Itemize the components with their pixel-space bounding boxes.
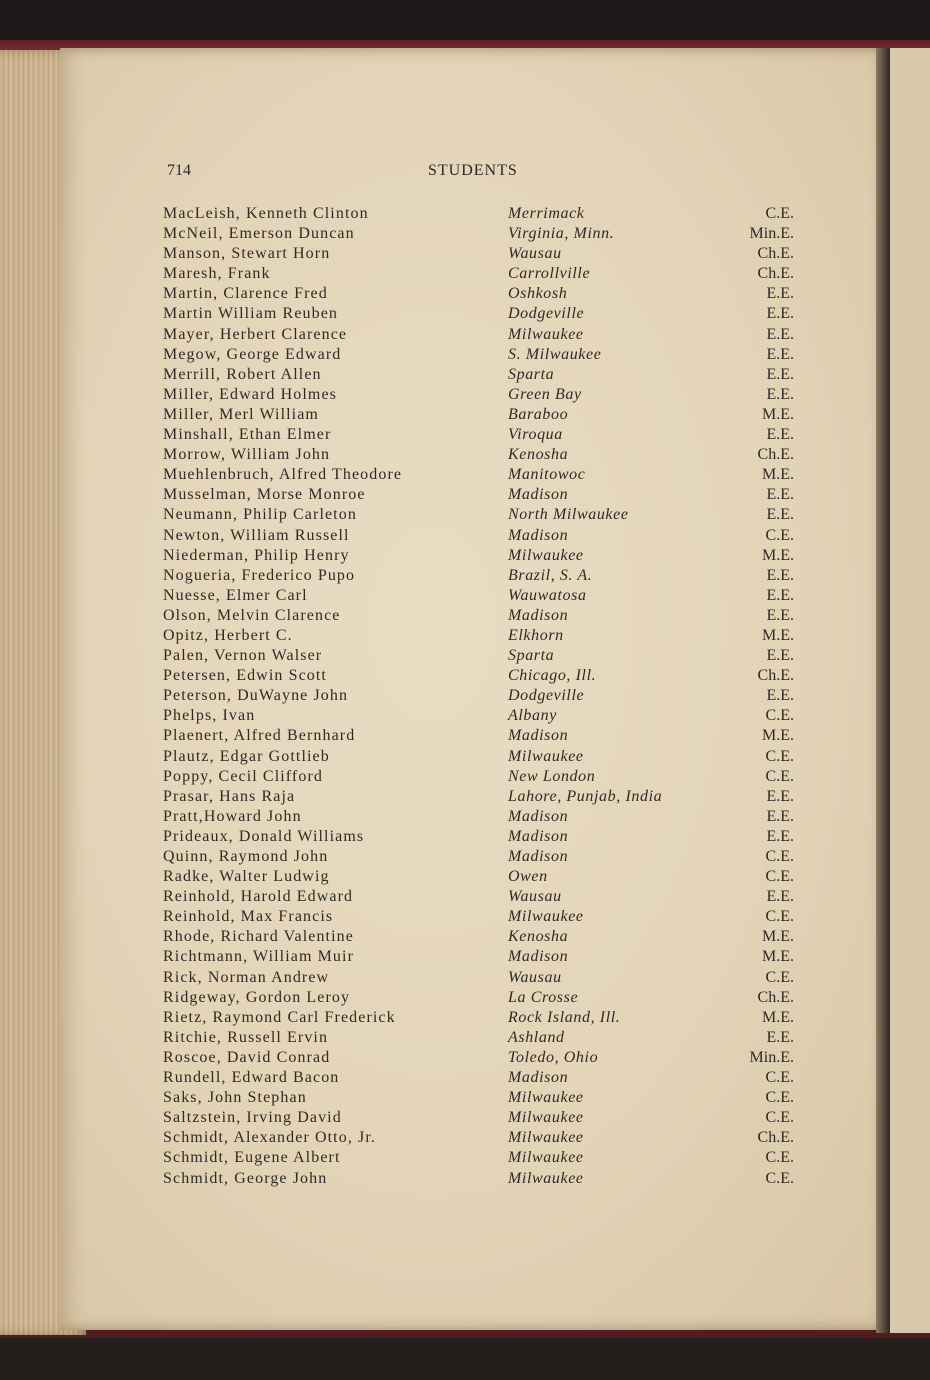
student-hometown: Chicago, Ill. <box>508 667 597 685</box>
student-row <box>0 1129 930 1149</box>
student-course: Ch.E. <box>757 1129 794 1147</box>
student-course: Min.E. <box>749 225 794 243</box>
student-course: Ch.E. <box>757 667 794 685</box>
student-hometown: Madison <box>508 1069 569 1087</box>
student-name: Musselman, Morse Monroe <box>163 486 366 504</box>
student-row <box>0 1109 930 1129</box>
student-row <box>0 828 930 848</box>
student-name: Prideaux, Donald Williams <box>163 827 365 845</box>
student-hometown: Merrimack <box>508 205 585 222</box>
student-row <box>0 506 930 526</box>
student-row <box>0 808 930 828</box>
student-hometown: Madison <box>508 727 569 745</box>
student-row <box>0 346 930 366</box>
student-course: E.E. <box>766 385 794 403</box>
student-course: E.E. <box>766 285 794 303</box>
student-name: Maresh, Frank <box>163 265 271 283</box>
student-list <box>0 205 930 1190</box>
student-course: Ch.E. <box>757 265 794 283</box>
student-row <box>0 707 930 727</box>
student-course: E.E. <box>766 647 794 665</box>
student-course: C.E. <box>765 848 794 865</box>
student-hometown: Lahore, Punjab, India <box>508 787 663 805</box>
student-row <box>0 667 930 687</box>
student-name: Niederman, Philip Henry <box>163 546 350 564</box>
student-row <box>0 486 930 506</box>
student-name: Saks, John Stephan <box>163 1089 307 1107</box>
student-course: E.E. <box>766 426 794 444</box>
student-name: Manson, Stewart Horn <box>163 245 331 263</box>
student-hometown: Milwaukee <box>508 325 584 343</box>
student-course: M.E. <box>762 948 794 966</box>
student-course: Min.E. <box>749 1048 794 1066</box>
student-name: Mayer, Herbert Clarence <box>163 325 348 343</box>
student-course: M.E. <box>762 405 794 423</box>
student-name: Ridgeway, Gordon Leroy <box>163 988 351 1006</box>
student-hometown: Madison <box>508 948 569 966</box>
student-hometown: Milwaukee <box>508 1149 584 1167</box>
student-row <box>0 305 930 325</box>
student-name: Reinhold, Max Francis <box>163 908 334 926</box>
student-course: C.E. <box>765 868 794 886</box>
student-name: Rhode, Richard Valentine <box>163 928 354 946</box>
student-hometown: Baraboo <box>508 405 569 423</box>
student-hometown: Kenosha <box>508 928 569 946</box>
student-name: Pratt,Howard John <box>163 807 302 825</box>
student-row <box>0 1149 930 1169</box>
student-name: Nogueria, Frederico Pupo <box>163 566 356 584</box>
student-hometown: Sparta <box>508 647 555 665</box>
student-name: Plautz, Edgar Gottlieb <box>163 747 330 765</box>
student-name: Newton, William Russell <box>163 526 350 544</box>
student-hometown: Green Bay <box>508 385 582 403</box>
student-hometown: Milwaukee <box>508 546 584 564</box>
student-hometown: Kenosha <box>508 446 569 464</box>
student-course: Ch.E. <box>757 446 794 464</box>
student-course: E.E. <box>766 506 794 524</box>
student-course: C.E. <box>765 1109 794 1127</box>
student-name: Neumann, Philip Carleton <box>163 506 357 524</box>
student-name: Martin, Clarence Fred <box>163 285 328 303</box>
student-row <box>0 567 930 587</box>
student-row <box>0 908 930 928</box>
student-name: Nuesse, Elmer Carl <box>163 586 308 604</box>
student-row <box>0 1049 930 1069</box>
student-row <box>0 1069 930 1089</box>
student-row <box>0 768 930 788</box>
student-hometown: Albany <box>508 707 557 725</box>
student-hometown: Toledo, Ohio <box>508 1048 599 1066</box>
student-row <box>0 748 930 768</box>
student-name: Schmidt, Alexander Otto, Jr. <box>163 1129 377 1147</box>
student-course: E.E. <box>766 787 794 805</box>
student-hometown: Oshkosh <box>508 285 568 303</box>
student-name: Reinhold, Harold Edward <box>163 888 354 906</box>
student-course: E.E. <box>766 1028 794 1046</box>
student-name: Ritchie, Russell Ervin <box>163 1028 329 1046</box>
student-row <box>0 386 930 406</box>
student-name: Muehlenbruch, Alfred Theodore <box>163 466 403 484</box>
student-row <box>0 1009 930 1029</box>
student-course: E.E. <box>766 687 794 705</box>
student-name: McNeil, Emerson Duncan <box>163 225 355 243</box>
student-course: C.E. <box>765 968 794 986</box>
student-row <box>0 868 930 888</box>
student-row <box>0 265 930 285</box>
student-row <box>0 788 930 808</box>
student-course: M.E. <box>762 466 794 484</box>
student-name: Phelps, Ivan <box>163 707 256 725</box>
student-row <box>0 928 930 948</box>
student-course: C.E. <box>765 908 794 926</box>
student-name: MacLeish, Kenneth Clinton <box>163 205 369 222</box>
student-course: M.E. <box>762 1008 794 1026</box>
student-row <box>0 245 930 265</box>
student-course: E.E. <box>766 365 794 383</box>
student-hometown: North Milwaukee <box>508 506 629 524</box>
student-name: Radke, Walter Ludwig <box>163 868 330 886</box>
student-row <box>0 426 930 446</box>
student-name: Richtmann, William Muir <box>163 948 355 966</box>
student-hometown: Milwaukee <box>508 908 584 926</box>
student-hometown: Virginia, Minn. <box>508 225 615 243</box>
student-hometown: Ashland <box>508 1028 565 1046</box>
student-name: Schmidt, George John <box>163 1169 328 1187</box>
student-name: Opitz, Herbert C. <box>163 626 293 644</box>
student-course: Ch.E. <box>757 245 794 263</box>
student-row <box>0 527 930 547</box>
student-row <box>0 687 930 707</box>
student-row <box>0 888 930 908</box>
student-name: Olson, Melvin Clarence <box>163 606 341 624</box>
student-name: Miller, Edward Holmes <box>163 385 337 403</box>
student-name: Plaenert, Alfred Bernhard <box>163 727 356 745</box>
student-hometown: Wauwatosa <box>508 586 587 604</box>
student-row <box>0 647 930 667</box>
student-course: C.E. <box>765 205 794 222</box>
student-course: E.E. <box>766 305 794 323</box>
student-course: E.E. <box>766 827 794 845</box>
student-course: C.E. <box>765 747 794 765</box>
student-name: Rietz, Raymond Carl Frederick <box>163 1008 396 1026</box>
student-row <box>0 627 930 647</box>
student-hometown: Sparta <box>508 365 555 383</box>
student-course: C.E. <box>765 767 794 785</box>
student-course: C.E. <box>765 1089 794 1107</box>
student-hometown: Milwaukee <box>508 1129 584 1147</box>
student-name: Martin William Reuben <box>163 305 339 323</box>
student-row <box>0 225 930 245</box>
student-course: E.E. <box>766 586 794 604</box>
student-hometown: Wausau <box>508 245 562 263</box>
student-name: Prasar, Hans Raja <box>163 787 296 805</box>
student-hometown: Wausau <box>508 968 562 986</box>
student-hometown: Milwaukee <box>508 1169 584 1187</box>
student-name: Peterson, DuWayne John <box>163 687 349 705</box>
student-row <box>0 587 930 607</box>
student-hometown: Madison <box>508 827 569 845</box>
running-head: STUDENTS <box>428 162 518 179</box>
student-hometown: La Crosse <box>508 988 579 1006</box>
student-course: E.E. <box>766 888 794 906</box>
student-name: Merrill, Robert Allen <box>163 365 322 383</box>
student-row <box>0 727 930 747</box>
student-hometown: Milwaukee <box>508 1089 584 1107</box>
student-course: C.E. <box>765 707 794 725</box>
student-name: Saltzstein, Irving David <box>163 1109 342 1127</box>
student-name: Megow, George Edward <box>163 345 342 363</box>
student-row <box>0 366 930 386</box>
student-name: Morrow, William John <box>163 446 331 464</box>
student-hometown: Milwaukee <box>508 747 584 765</box>
student-name: Palen, Vernon Walser <box>163 647 323 665</box>
student-name: Petersen, Edwin Scott <box>163 667 327 685</box>
student-hometown: Dodgeville <box>508 687 585 705</box>
student-row <box>0 547 930 567</box>
student-hometown: Madison <box>508 526 569 544</box>
student-hometown: S. Milwaukee <box>508 345 602 363</box>
student-row <box>0 989 930 1009</box>
student-hometown: Owen <box>508 868 548 886</box>
student-course: E.E. <box>766 325 794 343</box>
student-hometown: Madison <box>508 486 569 504</box>
student-course: C.E. <box>765 1069 794 1087</box>
student-row <box>0 466 930 486</box>
student-row <box>0 607 930 627</box>
student-name: Minshall, Ethan Elmer <box>163 426 332 444</box>
student-course: C.E. <box>765 526 794 544</box>
student-row <box>0 326 930 346</box>
student-row <box>0 1029 930 1049</box>
student-row <box>0 285 930 305</box>
student-row <box>0 406 930 426</box>
student-hometown: Rock Island, Ill. <box>508 1008 621 1026</box>
student-course: E.E. <box>766 807 794 825</box>
student-course: C.E. <box>765 1149 794 1167</box>
student-row <box>0 948 930 968</box>
student-course: E.E. <box>766 345 794 363</box>
student-course: E.E. <box>766 486 794 504</box>
student-name: Poppy, Cecil Clifford <box>163 767 323 785</box>
student-hometown: Viroqua <box>508 426 563 444</box>
student-name: Rick, Norman Andrew <box>163 968 330 986</box>
student-row <box>0 969 930 989</box>
student-course: M.E. <box>762 546 794 564</box>
student-course: E.E. <box>766 606 794 624</box>
page-header <box>0 160 930 182</box>
student-hometown: Milwaukee <box>508 1109 584 1127</box>
student-course: C.E. <box>765 1169 794 1187</box>
student-name: Roscoe, David Conrad <box>163 1048 331 1066</box>
student-name: Miller, Merl William <box>163 405 319 423</box>
student-course: M.E. <box>762 626 794 644</box>
student-hometown: New London <box>508 767 596 785</box>
student-row <box>0 205 930 225</box>
page-number: 714 <box>167 162 191 179</box>
student-hometown: Dodgeville <box>508 305 585 323</box>
student-course: Ch.E. <box>757 988 794 1006</box>
student-hometown: Madison <box>508 606 569 624</box>
student-hometown: Madison <box>508 848 569 865</box>
student-name: Rundell, Edward Bacon <box>163 1069 340 1087</box>
student-row <box>0 446 930 466</box>
student-hometown: Brazil, S. A. <box>508 566 593 584</box>
student-name: Schmidt, Eugene Albert <box>163 1149 341 1167</box>
student-course: M.E. <box>762 727 794 745</box>
student-hometown: Madison <box>508 807 569 825</box>
student-row <box>0 1089 930 1109</box>
student-name: Quinn, Raymond John <box>163 848 329 865</box>
student-row <box>0 848 930 868</box>
student-hometown: Carrollville <box>508 265 591 283</box>
student-row <box>0 1170 930 1190</box>
student-course: E.E. <box>766 566 794 584</box>
student-hometown: Elkhorn <box>508 626 564 644</box>
student-hometown: Wausau <box>508 888 562 906</box>
student-hometown: Manitowoc <box>508 466 586 484</box>
student-course: M.E. <box>762 928 794 946</box>
